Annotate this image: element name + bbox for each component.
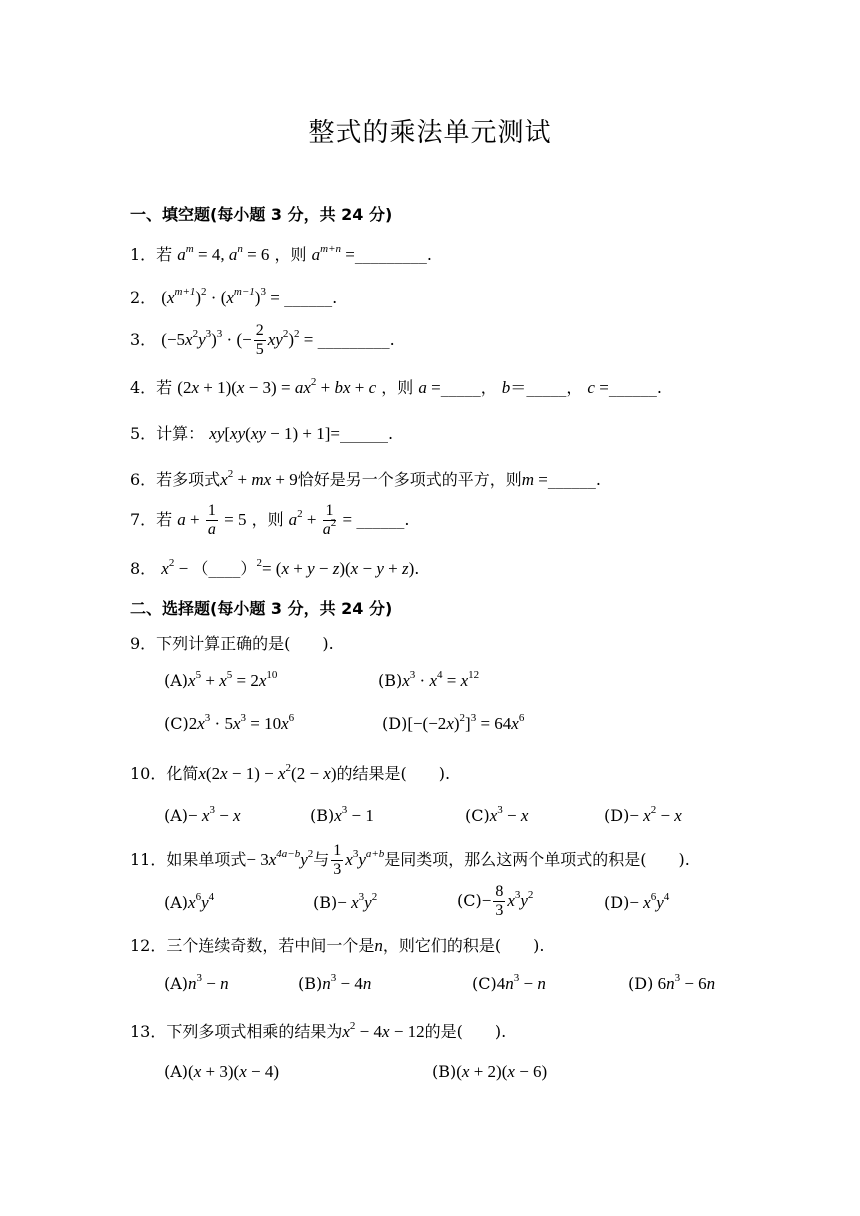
answer-blank[interactable]: _________. [317,330,395,349]
option-10c[interactable]: $(C)x^3 - x$ [465,804,529,825]
answer-blank[interactable]: （____） [192,559,257,578]
option-11b[interactable]: $(B)- x^3y^2$ [313,891,378,912]
option-10a[interactable]: $(A)- x^3 - x$ [164,804,241,825]
answer-blank-a[interactable]: _____， [440,378,497,397]
answer-blank[interactable]: _________. [354,245,432,264]
page-title: 整式的乘法单元测试 [308,118,552,148]
answer-blank[interactable]: ______. [340,424,394,443]
question-4: 4．若 $(2x + 1)(x - 3) = ax^2$ + bx + c ，则 a =_____， b＝_____， c =______. [130,376,662,397]
question-6: 6．若多项式$x^2$ + mx + 9恰好是另一个多项式的平方，则m =______. [130,468,601,489]
question-3: 3． $(-5x^2y^3)^3$ · (− $\frac{2}{5}$ $xy^2)^2$ = _________. [130,322,395,358]
question-10: 10．化简$x(2x - 1) - x^2(2 - x)$的结果是( ). [130,762,451,783]
answer-blank[interactable]: ______. [547,470,601,489]
option-9d[interactable]: $(D)[-(-2x)^2]^3 = 64x^6$ [382,712,525,733]
option-10b[interactable]: $(B)x^3 - 1$ [310,804,374,825]
option-12c[interactable]: $(C)4n^3 - n$ [472,972,546,993]
question-12: 12．三个连续奇数，若中间一个是n，则它们的积是( ). [130,936,545,955]
option-13b[interactable]: (B)(x + 2)(x − 6) [432,1062,548,1081]
question-1: 1．若 $a^m = 4$, $a^n = 6$ ，则 $a^{m+n}$ =_________. [130,243,432,264]
question-9: 9．下列计算正确的是( ). [130,634,334,653]
option-9c[interactable]: $(C)2x^3 \cdot 5x^3 = 10x^6$ [164,712,295,733]
section-fill-in: 一、填空题(每小题 3 分，共 24 分) [130,205,393,224]
question-8: 8． $x^2$ − （____）$^2$= (x + y − z)(x − y + z). [130,557,420,578]
answer-blank[interactable]: ______. [356,510,410,529]
question-5: 5．计算： xy[xy(xy − 1) + 1]=______. [130,424,394,443]
option-11a[interactable]: $(A)x^6y^4$ [164,891,215,912]
option-13a[interactable]: (A)(x + 3)(x − 4) [164,1062,279,1081]
option-9b[interactable]: $(B)x^3 \cdot x^4 = x^{12}$ [378,669,480,690]
option-11d[interactable]: $(D)- x^6y^4$ [604,891,670,912]
option-12b[interactable]: $(B)n^3 - 4n$ [298,972,372,993]
option-9a[interactable]: $(A)x^5 + x^5 = 2x^{10}$ [164,669,278,690]
section-multiple-choice: 二、选择题(每小题 3 分，共 24 分) [130,599,393,618]
answer-blank-b[interactable]: _____， [526,378,583,397]
option-12a[interactable]: $(A)n^3 - n$ [164,972,229,993]
question-7: 7．若 a + $\frac{1}{a}$ = 5 ，则 $a^2$ + $\frac{1}{a^2}$ = ______. [130,502,410,538]
answer-blank-c[interactable]: ______. [608,378,662,397]
answer-blank[interactable]: ______. [284,288,338,307]
question-13: 13．下列多项式相乘的结果为$x^2 - 4x - 12$的是( ). [130,1020,507,1041]
question-11: 11．如果单项式− $3x^{4a-b}y^2$与 $\frac{1}{3}$ $x^3y^{a+b}$是同类项，那么这两个单项式的积是( ). [130,842,690,878]
question-2: 2． $(x^{m+1})^2 \cdot (x^{m-1})^3$ = ______. [130,286,338,307]
option-11c[interactable]: (C)− $\frac{8}{3}$ $x^3y^2$ [457,883,534,919]
option-12d[interactable]: (D) $6n^3 - 6n$ [628,972,716,993]
option-10d[interactable]: $(D)- x^2 - x$ [604,804,682,825]
